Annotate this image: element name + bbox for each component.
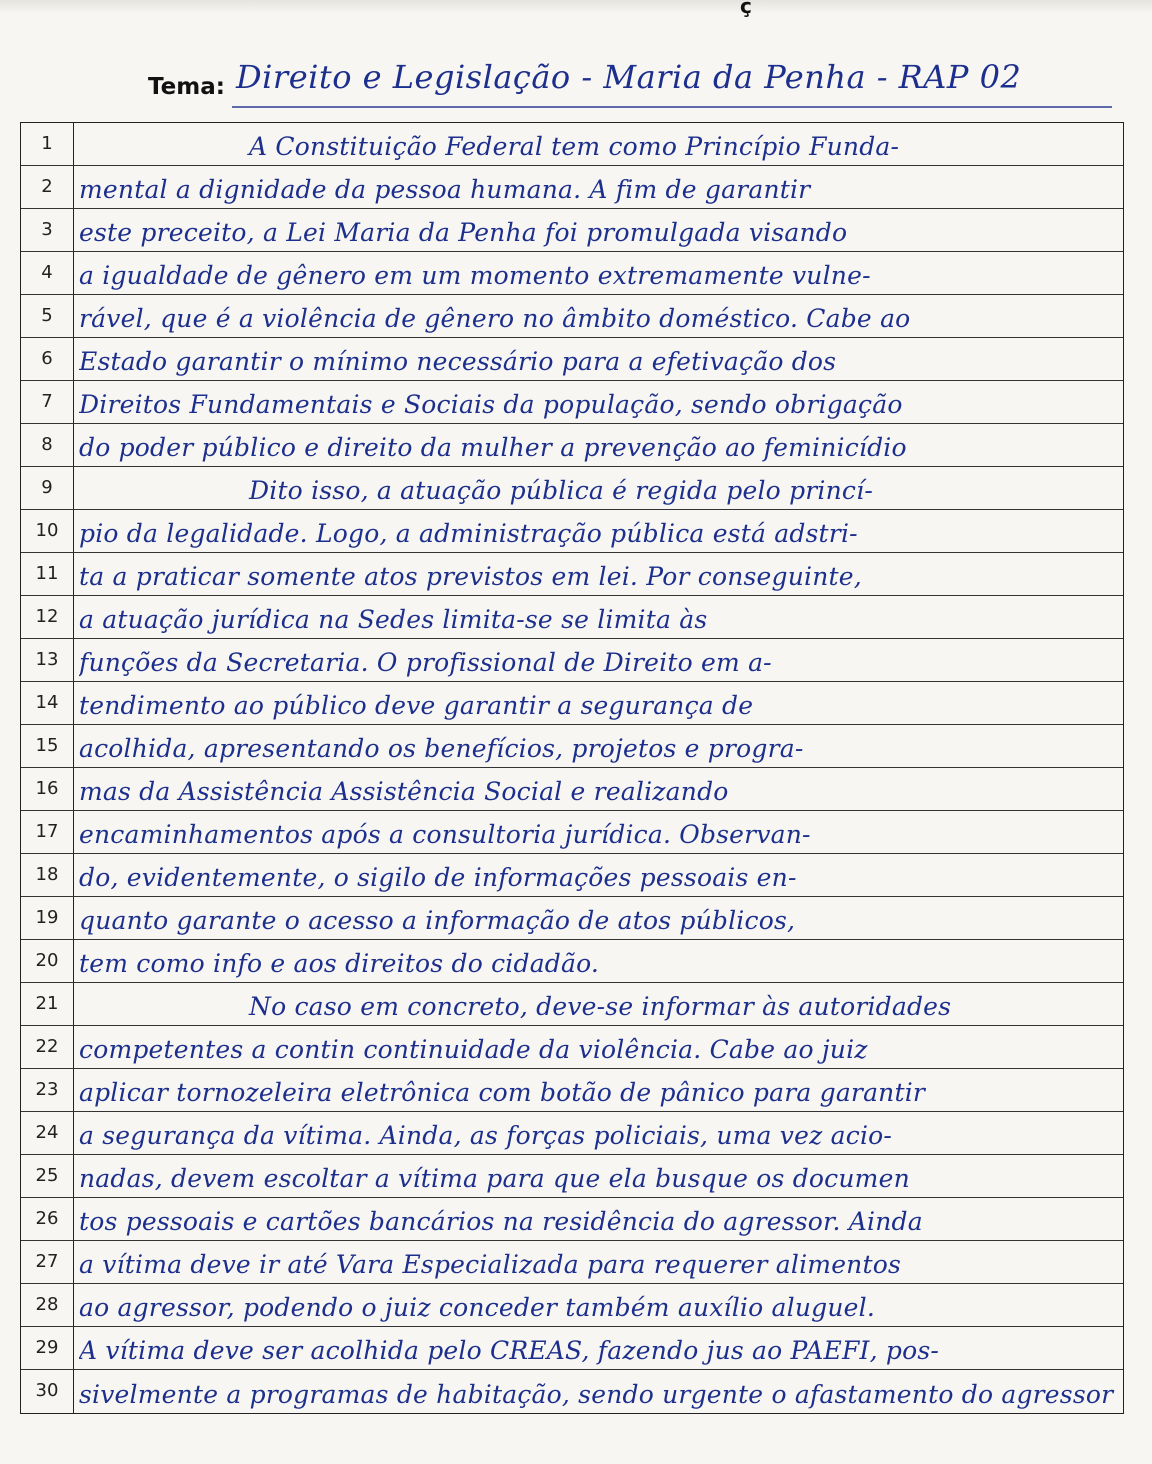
theme-header bbox=[148, 58, 1108, 118]
line-number: 25 bbox=[35, 1165, 59, 1186]
answer-line bbox=[21, 381, 1123, 424]
line-number: 9 bbox=[41, 477, 53, 498]
line-number: 19 bbox=[35, 907, 59, 928]
answer-line bbox=[21, 768, 1123, 811]
line-number: 17 bbox=[35, 821, 59, 842]
handwritten-line-text: tendimento ao público deve garantir a segurança de bbox=[79, 691, 754, 720]
handwritten-line-text: mas da Assistência Assistência Social e realizando bbox=[79, 777, 729, 806]
line-number: 18 bbox=[35, 864, 59, 885]
handwritten-line-text: No caso em concreto, deve-se informar às autoridades bbox=[249, 992, 952, 1021]
answer-line bbox=[21, 252, 1123, 295]
handwritten-line-text: funções da Secretaria. O profissional de Direito em a- bbox=[79, 648, 772, 677]
answer-line bbox=[21, 1370, 1123, 1413]
handwritten-line-text: tem como info e aos direitos do cidadão. bbox=[79, 949, 600, 978]
theme-label: Tema: bbox=[148, 74, 225, 100]
line-number: 1 bbox=[41, 133, 53, 154]
handwritten-line-text: a segurança da vítima. Ainda, as forças policiais, uma vez acio- bbox=[79, 1121, 893, 1150]
line-number: 24 bbox=[35, 1122, 59, 1143]
answer-line bbox=[21, 682, 1123, 725]
line-number: 10 bbox=[35, 520, 59, 541]
answer-line bbox=[21, 424, 1123, 467]
handwritten-line-text: A vítima deve ser acolhida pelo CREAS, fazendo jus ao PAEFI, pos- bbox=[79, 1336, 940, 1365]
handwritten-line-text: sivelmente a programas de habitação, sendo urgente o afastamento do agressor bbox=[79, 1380, 1114, 1409]
handwritten-line-text: A Constituição Federal tem como Princípio Funda- bbox=[249, 132, 900, 161]
answer-line bbox=[21, 725, 1123, 768]
answer-line bbox=[21, 295, 1123, 338]
answer-line bbox=[21, 467, 1123, 510]
answer-line bbox=[21, 639, 1123, 682]
handwritten-line-text: a igualdade de gênero em um momento extremamente vulne- bbox=[79, 261, 871, 290]
answer-line bbox=[21, 897, 1123, 940]
answer-line bbox=[21, 1069, 1123, 1112]
handwritten-line-text: Dito isso, a atuação pública é regida pelo princí- bbox=[249, 476, 873, 505]
line-number: 29 bbox=[35, 1337, 59, 1358]
handwritten-line-text: do poder público e direito da mulher a prevenção ao feminicídio bbox=[79, 433, 907, 462]
handwritten-line-text: aplicar tornozeleira eletrônica com botão de pânico para garantir bbox=[79, 1078, 926, 1107]
line-number: 8 bbox=[41, 434, 53, 455]
answer-line bbox=[21, 510, 1123, 553]
line-number: 22 bbox=[35, 1036, 59, 1057]
line-number: 2 bbox=[41, 176, 53, 197]
answer-line bbox=[21, 338, 1123, 381]
handwritten-line-text: nadas, devem escoltar a vítima para que ela busque os documen bbox=[79, 1164, 910, 1193]
handwritten-line-text: pio da legalidade. Logo, a administração pública está adstri- bbox=[79, 519, 858, 548]
line-number: 21 bbox=[35, 993, 59, 1014]
theme-underline bbox=[232, 106, 1112, 108]
answer-line bbox=[21, 1026, 1123, 1069]
line-number: 7 bbox=[41, 391, 53, 412]
line-number: 30 bbox=[35, 1380, 59, 1401]
line-number: 20 bbox=[35, 950, 59, 971]
handwritten-line-text: rável, que é a violência de gênero no âmbito doméstico. Cabe ao bbox=[79, 304, 911, 333]
answer-line bbox=[21, 1112, 1123, 1155]
page-bottom-margin bbox=[0, 1414, 1152, 1464]
line-number: 3 bbox=[41, 219, 53, 240]
answer-line bbox=[21, 123, 1123, 166]
line-number: 15 bbox=[35, 735, 59, 756]
line-number: 14 bbox=[35, 692, 59, 713]
line-number: 27 bbox=[35, 1251, 59, 1272]
handwritten-line-text: tos pessoais e cartões bancários na residência do agressor. Ainda bbox=[79, 1207, 923, 1236]
handwritten-line-text: acolhida, apresentando os benefícios, projetos e progra- bbox=[79, 734, 804, 763]
answer-line bbox=[21, 209, 1123, 252]
answer-line bbox=[21, 596, 1123, 639]
line-number: 13 bbox=[35, 649, 59, 670]
cut-off-heading-fragment bbox=[740, 0, 774, 8]
handwritten-line-text: este preceito, a Lei Maria da Penha foi promulgada visando bbox=[79, 218, 848, 247]
handwritten-line-text: Direitos Fundamentais e Sociais da população, sendo obrigação bbox=[79, 390, 903, 419]
answer-line bbox=[21, 983, 1123, 1026]
answer-line bbox=[21, 1198, 1123, 1241]
handwritten-line-text: a vítima deve ir até Vara Especializada para requerer alimentos bbox=[79, 1250, 902, 1279]
answer-line bbox=[21, 1284, 1123, 1327]
answer-line bbox=[21, 1155, 1123, 1198]
answer-line bbox=[21, 854, 1123, 897]
line-number: 26 bbox=[35, 1208, 59, 1229]
line-number: 28 bbox=[35, 1294, 59, 1315]
line-number: 4 bbox=[41, 262, 53, 283]
handwritten-line-text: ao agressor, podendo o juiz conceder também auxílio aluguel. bbox=[79, 1293, 875, 1322]
handwritten-line-text: competentes a contin continuidade da violência. Cabe ao juiz bbox=[79, 1035, 868, 1064]
handwritten-line-text: do, evidentemente, o sigilo de informações pessoais en- bbox=[79, 863, 797, 892]
handwritten-line-text: ta a praticar somente atos previstos em lei. Por conseguinte, bbox=[79, 562, 862, 591]
handwritten-line-text: Estado garantir o mínimo necessário para a efetivação dos bbox=[79, 347, 837, 376]
answer-sheet bbox=[20, 122, 1124, 1414]
answer-line bbox=[21, 553, 1123, 596]
answer-line bbox=[21, 166, 1123, 209]
handwritten-line-text: mental a dignidade da pessoa humana. A fim de garantir bbox=[79, 175, 811, 204]
answer-line bbox=[21, 811, 1123, 854]
handwritten-line-text: quanto garante o acesso a informação de atos públicos, bbox=[79, 906, 796, 935]
page-top-edge bbox=[0, 0, 1152, 14]
line-number: 5 bbox=[41, 305, 53, 326]
line-number: 23 bbox=[35, 1079, 59, 1100]
line-number: 16 bbox=[35, 778, 59, 799]
line-number: 11 bbox=[35, 563, 59, 584]
line-number: 12 bbox=[35, 606, 59, 627]
answer-line bbox=[21, 940, 1123, 983]
theme-value: Direito e Legislação - Maria da Penha - RAP 02 bbox=[236, 58, 1022, 96]
handwritten-line-text: a atuação jurídica na Sedes limita-se se limita às bbox=[79, 605, 708, 634]
line-number: 6 bbox=[41, 348, 53, 369]
answer-line bbox=[21, 1241, 1123, 1284]
handwritten-line-text: encaminhamentos após a consultoria jurídica. Observan- bbox=[79, 820, 811, 849]
answer-line bbox=[21, 1327, 1123, 1370]
